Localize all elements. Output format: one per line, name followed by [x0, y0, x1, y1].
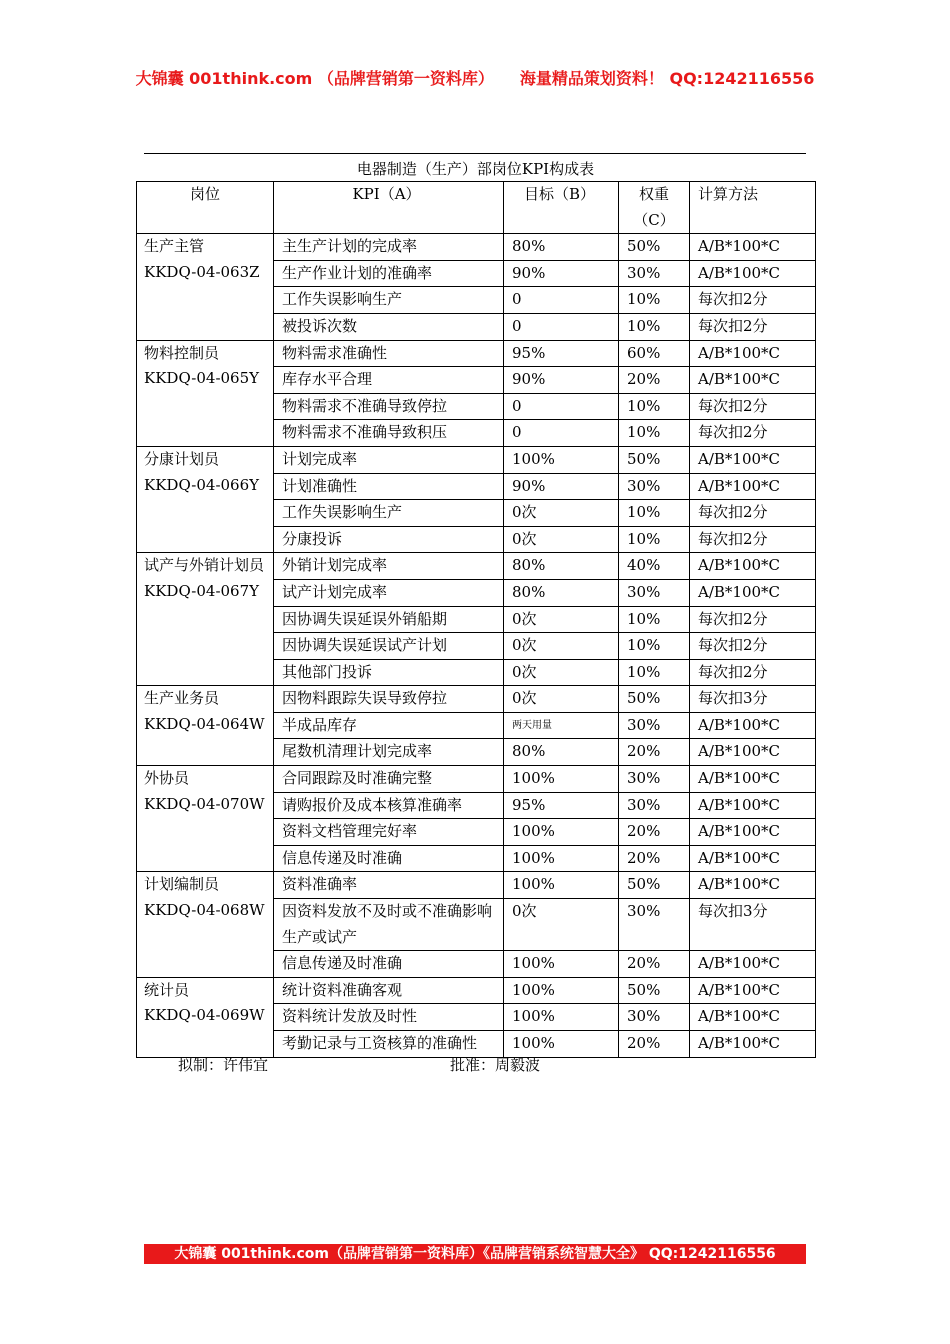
- position-cell: [137, 766, 274, 872]
- weight-cell: 50%: [619, 686, 690, 713]
- position-code: KKDQ-04-070W: [144, 794, 265, 813]
- position-code: KKDQ-04-068W: [144, 901, 265, 920]
- method-cell: A/B*100*C: [690, 367, 816, 394]
- table-row: [137, 766, 816, 793]
- weight-cell: 10%: [619, 393, 690, 420]
- method-cell: 每次扣2分: [690, 633, 816, 660]
- method-cell: 每次扣2分: [690, 500, 816, 527]
- weight-cell: 20%: [619, 739, 690, 766]
- kpi-cell: 请购报价及成本核算准确率: [274, 792, 504, 819]
- target-cell: 90%: [504, 367, 619, 394]
- kpi-cell: 统计资料准确客观: [274, 977, 504, 1004]
- target-cell: 80%: [504, 579, 619, 606]
- col-header-method: 计算方法: [690, 182, 816, 234]
- weight-cell: 30%: [619, 792, 690, 819]
- table-row: [137, 340, 816, 367]
- method-cell: A/B*100*C: [690, 473, 816, 500]
- method-cell: A/B*100*C: [690, 234, 816, 261]
- target-cell: 0: [504, 393, 619, 420]
- method-cell: A/B*100*C: [690, 579, 816, 606]
- kpi-cell: 尾数机清理计划完成率: [274, 739, 504, 766]
- kpi-cell: 试产计划完成率: [274, 579, 504, 606]
- target-cell: 100%: [504, 951, 619, 978]
- target-cell: 0: [504, 313, 619, 340]
- col-header-kpi: KPI（A）: [274, 182, 504, 234]
- target-cell: 0次: [504, 526, 619, 553]
- position-code: KKDQ-04-063Z: [144, 262, 260, 281]
- method-cell: A/B*100*C: [690, 712, 816, 739]
- weight-cell: 30%: [619, 260, 690, 287]
- weight-cell: 20%: [619, 1031, 690, 1058]
- weight-cell: 10%: [619, 659, 690, 686]
- kpi-cell: 信息传递及时准确: [274, 951, 504, 978]
- weight-cell: 50%: [619, 446, 690, 473]
- target-cell: 100%: [504, 766, 619, 793]
- method-cell: A/B*100*C: [690, 739, 816, 766]
- kpi-cell: 资料统计发放及时性: [274, 1004, 504, 1031]
- kpi-cell: 考勤记录与工资核算的准确性: [274, 1031, 504, 1058]
- kpi-table: [136, 181, 816, 1058]
- weight-cell: 20%: [619, 819, 690, 846]
- kpi-cell: 库存水平合理: [274, 367, 504, 394]
- table-row: [137, 977, 816, 1004]
- kpi-cell: 信息传递及时准确: [274, 845, 504, 872]
- table-header-row: [137, 182, 816, 234]
- position-name: 计划编制员: [144, 875, 220, 894]
- position-code: KKDQ-04-069W: [144, 1006, 265, 1025]
- target-cell: 0次: [504, 899, 619, 951]
- kpi-cell: 被投诉次数: [274, 313, 504, 340]
- target-cell: 100%: [504, 1031, 619, 1058]
- method-cell: 每次扣2分: [690, 287, 816, 314]
- target-cell: 0次: [504, 500, 619, 527]
- weight-cell: 10%: [619, 526, 690, 553]
- position-cell: [137, 553, 274, 686]
- method-cell: A/B*100*C: [690, 260, 816, 287]
- weight-cell: 50%: [619, 977, 690, 1004]
- weight-cell: 30%: [619, 712, 690, 739]
- title-rule: [144, 153, 806, 154]
- weight-cell: 10%: [619, 633, 690, 660]
- col-header-weight: 权重（C）: [619, 182, 690, 234]
- method-cell: A/B*100*C: [690, 872, 816, 899]
- method-cell: A/B*100*C: [690, 1031, 816, 1058]
- target-cell: 0: [504, 420, 619, 447]
- target-cell: 90%: [504, 473, 619, 500]
- target-cell: 100%: [504, 819, 619, 846]
- method-cell: A/B*100*C: [690, 1004, 816, 1031]
- weight-cell: 20%: [619, 845, 690, 872]
- kpi-cell: 工作失误影响生产: [274, 500, 504, 527]
- method-cell: 每次扣3分: [690, 899, 816, 951]
- kpi-cell: 因协调失误延误试产计划: [274, 633, 504, 660]
- kpi-cell: 计划完成率: [274, 446, 504, 473]
- target-cell: 0次: [504, 606, 619, 633]
- position-cell: [137, 686, 274, 766]
- method-cell: A/B*100*C: [690, 766, 816, 793]
- weight-cell: 10%: [619, 606, 690, 633]
- table-row: [137, 553, 816, 580]
- position-name: 生产业务员: [144, 689, 220, 708]
- weight-cell: 20%: [619, 951, 690, 978]
- table-row: [137, 234, 816, 261]
- position-name: 物料控制员: [144, 343, 220, 362]
- table-row: [137, 446, 816, 473]
- kpi-cell: 分康投诉: [274, 526, 504, 553]
- method-cell: 每次扣2分: [690, 659, 816, 686]
- method-cell: 每次扣2分: [690, 313, 816, 340]
- position-cell: [137, 234, 274, 340]
- target-cell: 100%: [504, 446, 619, 473]
- position-cell: [137, 340, 274, 446]
- position-code: KKDQ-04-066Y: [144, 475, 260, 494]
- method-cell: A/B*100*C: [690, 819, 816, 846]
- table-title: 电器制造（生产）部岗位KPI构成表: [356, 160, 595, 178]
- kpi-cell: 其他部门投诉: [274, 659, 504, 686]
- weight-cell: 20%: [619, 367, 690, 394]
- method-cell: 每次扣2分: [690, 606, 816, 633]
- position-name: 分康计划员: [144, 449, 220, 468]
- kpi-cell: 合同跟踪及时准确完整: [274, 766, 504, 793]
- table-row: [137, 872, 816, 899]
- weight-cell: 50%: [619, 872, 690, 899]
- weight-cell: 10%: [619, 500, 690, 527]
- kpi-cell: 工作失误影响生产: [274, 287, 504, 314]
- weight-cell: 60%: [619, 340, 690, 367]
- kpi-cell: 因协调失误延误外销船期: [274, 606, 504, 633]
- target-cell: 0次: [504, 633, 619, 660]
- position-cell: [137, 872, 274, 977]
- target-cell: 90%: [504, 260, 619, 287]
- kpi-cell: 资料准确率: [274, 872, 504, 899]
- approver-signature: 批准：周毅波: [450, 1056, 541, 1074]
- method-cell: 每次扣2分: [690, 393, 816, 420]
- header-right-text: 海量精品策划资料！ QQ:1242116556: [519, 69, 815, 88]
- target-cell: 80%: [504, 739, 619, 766]
- drafter-signature: 拟制：许伟宜: [178, 1056, 269, 1074]
- weight-cell: 30%: [619, 899, 690, 951]
- method-cell: 每次扣2分: [690, 526, 816, 553]
- kpi-cell: 生产作业计划的准确率: [274, 260, 504, 287]
- header-left-text: 大锦囊 001think.com （品牌营销第一资料库）: [135, 69, 494, 88]
- bottom-banner: 大锦囊 001think.com（品牌营销第一资料库）《品牌营销系统智慧大全》 QQ:1242116556: [144, 1244, 806, 1264]
- col-header-target: 目标（B）: [504, 182, 619, 234]
- weight-cell: 40%: [619, 553, 690, 580]
- target-cell: 100%: [504, 845, 619, 872]
- weight-cell: 30%: [619, 579, 690, 606]
- target-cell: 0: [504, 287, 619, 314]
- target-cell: 95%: [504, 340, 619, 367]
- target-cell: 100%: [504, 1004, 619, 1031]
- position-code: KKDQ-04-065Y: [144, 369, 260, 388]
- position-code: KKDQ-04-067Y: [144, 581, 260, 600]
- kpi-cell: 因物料跟踪失误导致停拉: [274, 686, 504, 713]
- position-code: KKDQ-04-064W: [144, 714, 265, 733]
- method-cell: 每次扣3分: [690, 686, 816, 713]
- method-cell: A/B*100*C: [690, 446, 816, 473]
- position-cell: [137, 977, 274, 1057]
- target-cell: 100%: [504, 872, 619, 899]
- position-cell: [137, 446, 274, 552]
- table-row: [137, 686, 816, 713]
- method-cell: A/B*100*C: [690, 977, 816, 1004]
- method-cell: 每次扣2分: [690, 420, 816, 447]
- method-cell: A/B*100*C: [690, 553, 816, 580]
- kpi-cell: 半成品库存: [274, 712, 504, 739]
- weight-cell: 10%: [619, 420, 690, 447]
- kpi-cell: 物料需求不准确导致停拉: [274, 393, 504, 420]
- method-cell: A/B*100*C: [690, 845, 816, 872]
- col-header-position: 岗位: [137, 182, 274, 234]
- target-cell: 0次: [504, 686, 619, 713]
- target-cell: 两天用量: [504, 712, 619, 739]
- kpi-cell: 物料需求不准确导致积压: [274, 420, 504, 447]
- weight-cell: 30%: [619, 473, 690, 500]
- target-cell: 0次: [504, 659, 619, 686]
- kpi-cell: 外销计划完成率: [274, 553, 504, 580]
- position-name: 外协员: [144, 769, 190, 788]
- method-cell: A/B*100*C: [690, 951, 816, 978]
- target-cell: 80%: [504, 234, 619, 261]
- weight-cell: 50%: [619, 234, 690, 261]
- kpi-cell: 主生产计划的完成率: [274, 234, 504, 261]
- position-name: 生产主管: [144, 237, 205, 256]
- weight-cell: 10%: [619, 287, 690, 314]
- method-cell: A/B*100*C: [690, 792, 816, 819]
- weight-cell: 30%: [619, 766, 690, 793]
- target-cell: 100%: [504, 977, 619, 1004]
- position-name: 统计员: [144, 980, 190, 999]
- target-cell: 95%: [504, 792, 619, 819]
- kpi-cell: 资料文档管理完好率: [274, 819, 504, 846]
- weight-cell: 30%: [619, 1004, 690, 1031]
- position-name: 试产与外销计划员: [144, 556, 265, 575]
- method-cell: A/B*100*C: [690, 340, 816, 367]
- header-banner: [0, 66, 950, 89]
- kpi-cell: 物料需求准确性: [274, 340, 504, 367]
- kpi-cell: 计划准确性: [274, 473, 504, 500]
- kpi-cell: 因资料发放不及时或不准确影响生产或试产: [274, 899, 504, 951]
- target-cell: 80%: [504, 553, 619, 580]
- weight-cell: 10%: [619, 313, 690, 340]
